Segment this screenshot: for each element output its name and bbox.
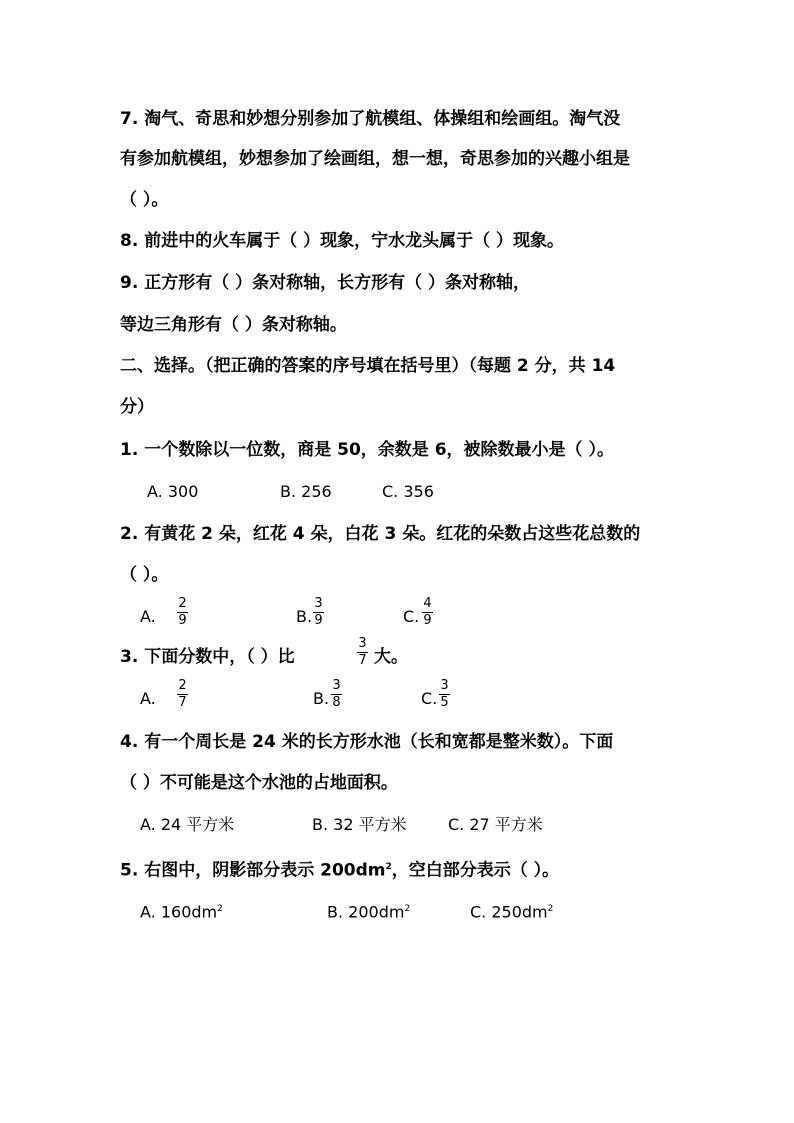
fraction-denominator: 7 [358,653,367,668]
c4-option-b: B. 32 平方米 [312,815,407,834]
fraction-denominator: 5 [440,695,449,710]
c2-option-a-fraction [177,597,188,628]
c1-option-c: C. 356 [382,482,434,501]
fraction-denominator: 7 [178,695,187,710]
c2-option-b-fraction [313,597,324,628]
q7-line1: 7. 淘气、奇思和妙想分别参加了航模组、体操组和绘画组。淘气没 [120,109,621,129]
fraction-numerator: 2 [178,678,187,693]
fraction-denominator: 8 [332,695,341,710]
c5-option-a-exponent: 2 [217,904,223,914]
c5-option-a-text: A. 160dm [140,902,218,922]
q8-line1: 8. 前进中的火车属于（ ）现象，宁水龙头属于（ ）现象。 [120,231,565,251]
c5-option-b-text: B. 200dm [327,902,405,922]
c2-option-c-label: C. [403,607,420,626]
c5-option-a [140,899,223,922]
c2-line1: 2. 有黄花 2 朵，红花 4 朵，白花 3 朵。红花的朵数占这些花总数的 [120,524,641,544]
c4-option-a: A. 24 平方米 [140,815,235,834]
c5-option-c-exponent: 2 [547,904,554,914]
fraction-denominator: 9 [423,613,432,628]
q7-line2: 有参加航模组，妙想参加了绘画组，想一想，奇思参加的兴趣小组是 [120,149,630,169]
c3-option-a-fraction [177,679,188,710]
c4-line2: （ ）不可能是这个水池的占地面积。 [120,773,398,793]
c3-option-b-fraction [331,679,342,710]
fraction-numerator: 3 [332,678,341,693]
fraction-denominator: 9 [178,613,187,628]
c5-stem-exponent: 2 [385,862,392,872]
c5-option-c [470,899,553,922]
section2-heading-line2: 分） [120,397,154,417]
c1-stem: 1. 一个数除以一位数，商是 50，余数是 6，被除数最小是（ ）。 [120,440,614,460]
q7-line3: （ ）。 [120,190,169,210]
c4-line1: 4. 有一个周长是 24 米的长方形水池（长和宽都是整米数）。下面 [120,732,614,752]
c3-option-c-label: C. [421,689,438,708]
fraction-numerator: 3 [358,636,367,651]
q9-line2: 等边三角形有（ ）条对称轴。 [120,315,347,335]
c3-stem-prefix: 3. 下面分数中，（ ）比 [120,647,295,667]
c5-stem-prefix: 5. 右图中，阴影部分表示 200dm [120,860,386,881]
c5-option-c-text: C. 250dm [470,902,548,922]
c3-option-b-label: B. [313,689,330,708]
fraction-numerator: 2 [178,596,187,611]
c3-option-c-fraction [439,679,450,710]
c5-stem-suffix: ，空白部分表示（ ）。 [391,860,560,881]
fraction-numerator: 3 [314,596,323,611]
section2-heading-line1: 二、选择。（把正确的答案的序号填在括号里）（每题 2 分，共 14 [120,356,616,376]
c2-option-c-fraction [422,597,433,628]
c1-option-b: B. 256 [280,482,332,501]
c2-option-b-label: B. [296,607,313,626]
c5-option-b [327,899,410,922]
c3-stem-suffix: 大。 [374,647,408,667]
c4-option-c: C. 27 平方米 [448,815,543,834]
q9-line1: 9. 正方形有（ ）条对称轴，长方形有（ ）条对称轴， [120,273,531,293]
fraction-denominator: 9 [314,613,323,628]
c2-line2: （ ）。 [120,565,169,585]
c5-option-b-exponent: 2 [404,904,411,914]
c3-option-a-label: A. [140,689,156,708]
c1-option-a: A. 300 [147,482,199,501]
fraction-numerator: 3 [440,678,449,693]
c5-stem [120,856,559,882]
c2-option-a-label: A. [140,607,156,626]
fraction-numerator: 4 [423,596,432,611]
c3-stem-fraction [357,637,368,668]
